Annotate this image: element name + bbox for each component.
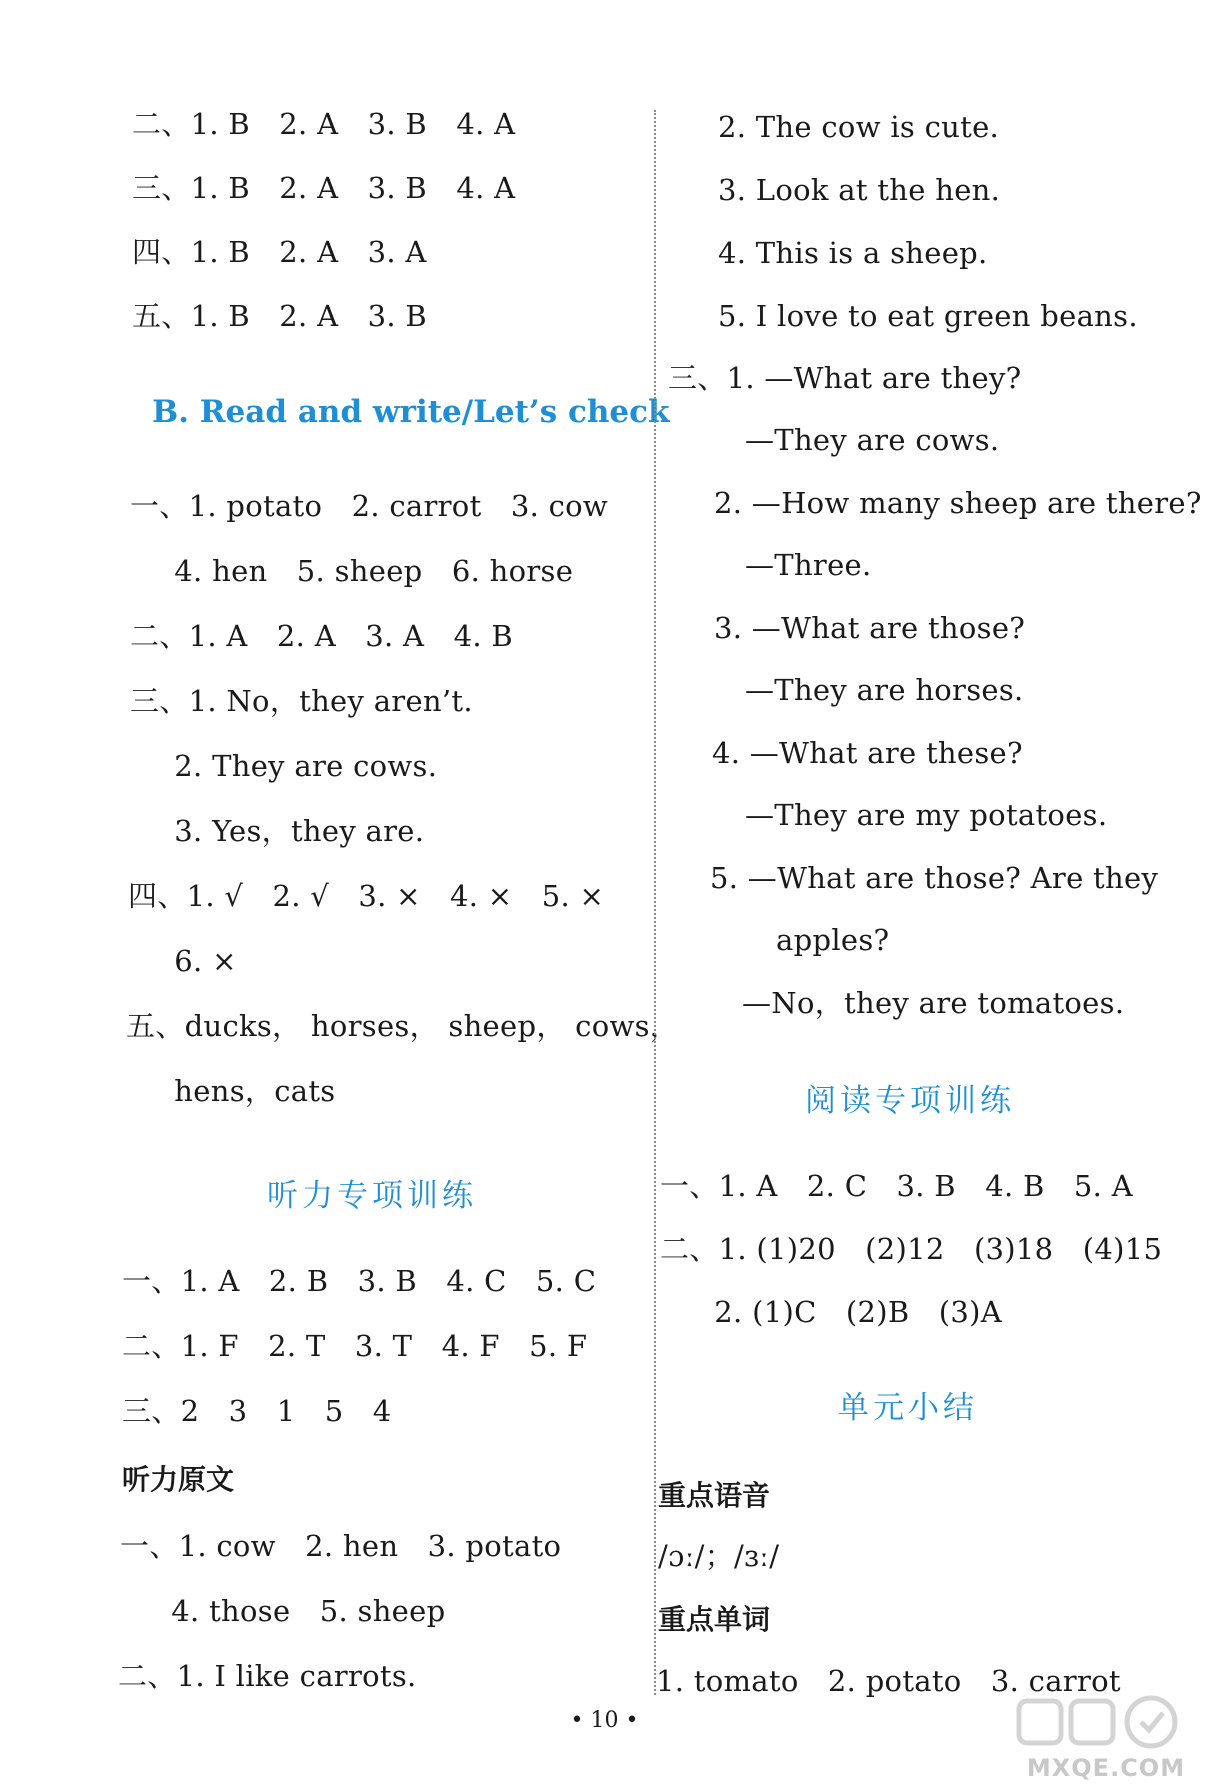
answer-line: 6. × xyxy=(145,944,237,978)
answer-line: hens，cats xyxy=(145,1074,336,1108)
words-line: 1. tomato 2. potato 3. carrot xyxy=(656,1664,1121,1698)
answer-line: 三、1. B 2. A 3. B 4. A xyxy=(132,171,516,205)
answer-line: 三、1. —What are they? xyxy=(668,361,1022,395)
answer-line: 五、1. B 2. A 3. B xyxy=(132,299,428,333)
answer-line: —They are cows. xyxy=(745,423,1000,457)
answer-line: 四、1. B 2. A 3. A xyxy=(132,235,427,269)
answer-line: 5. —What are those? Are they xyxy=(710,861,1159,895)
answer-line: 二、1. (1)20 (2)12 (3)18 (4)15 xyxy=(660,1232,1163,1266)
answer-line: 4. This is a sheep. xyxy=(718,236,988,270)
answer-line: 3. —What are those? xyxy=(714,611,1026,645)
page-number: • 10 • xyxy=(570,1708,639,1733)
answer-line: 二、1. B 2. A 3. B 4. A xyxy=(132,107,516,141)
answer-line: 四、1. √ 2. √ 3. × 4. × 5. × xyxy=(128,879,605,913)
answer-line: 3. Yes，they are. xyxy=(145,814,425,848)
answer-line: —No，they are tomatoes. xyxy=(742,986,1125,1020)
watermark-stamp-icon xyxy=(1011,1691,1201,1761)
answer-line: 4. those 5. sheep xyxy=(142,1594,446,1628)
watermark-logo xyxy=(1011,1691,1201,1786)
answer-line: —They are horses. xyxy=(745,673,1024,707)
section-b-title: B. Read and write/Let’s check xyxy=(152,394,670,430)
answer-line: 三、1. No，they aren’t. xyxy=(130,684,473,718)
answer-line: 5. I love to eat green beans. xyxy=(718,299,1138,333)
phonics-line: /ɔː/；/ɜː/ xyxy=(658,1539,780,1573)
summary-title: 单元小结 xyxy=(838,1390,978,1426)
answer-line: 2. (1)C (2)B (3)A xyxy=(685,1295,1002,1329)
answer-line: 一、1. potato 2. carrot 3. cow xyxy=(130,489,609,523)
answer-line: 二、1. F 2. T 3. T 4. F 5. F xyxy=(122,1329,588,1363)
answer-line: 4. hen 5. sheep 6. horse xyxy=(145,554,574,588)
answer-line: —Three. xyxy=(745,548,872,582)
answer-line: 一、1. cow 2. hen 3. potato xyxy=(120,1529,562,1563)
answer-line: 2. They are cows. xyxy=(145,749,438,783)
words-title: 重点单词 xyxy=(658,1603,771,1636)
answer-line: 一、1. A 2. B 3. B 4. C 5. C xyxy=(122,1264,597,1298)
phonics-title: 重点语音 xyxy=(658,1479,771,1512)
watermark-text: MXQE.COM xyxy=(1026,1754,1186,1782)
reading-title: 阅读专项训练 xyxy=(805,1083,1015,1119)
answer-line: 2. The cow is cute. xyxy=(718,110,1000,144)
transcript-title: 听力原文 xyxy=(122,1463,235,1496)
answer-line: 2. —How many sheep are there? xyxy=(714,486,1202,520)
answer-line: 二、1. A 2. A 3. A 4. B xyxy=(130,619,513,653)
answer-line: 一、1. A 2. C 3. B 4. B 5. A xyxy=(660,1169,1133,1203)
column-divider xyxy=(654,110,656,1695)
listening-title: 听力专项训练 xyxy=(267,1178,477,1214)
answer-line: 4. —What are these? xyxy=(712,736,1023,770)
answer-line: 二、1. I like carrots. xyxy=(118,1659,417,1693)
answer-line: —They are my potatoes. xyxy=(745,798,1108,832)
answer-line: 五、ducks， horses， sheep， cows， xyxy=(126,1009,680,1043)
answer-line: 三、2 3 1 5 4 xyxy=(122,1394,392,1428)
answer-line: 3. Look at the hen. xyxy=(718,173,1001,207)
answer-line: apples? xyxy=(776,923,890,957)
